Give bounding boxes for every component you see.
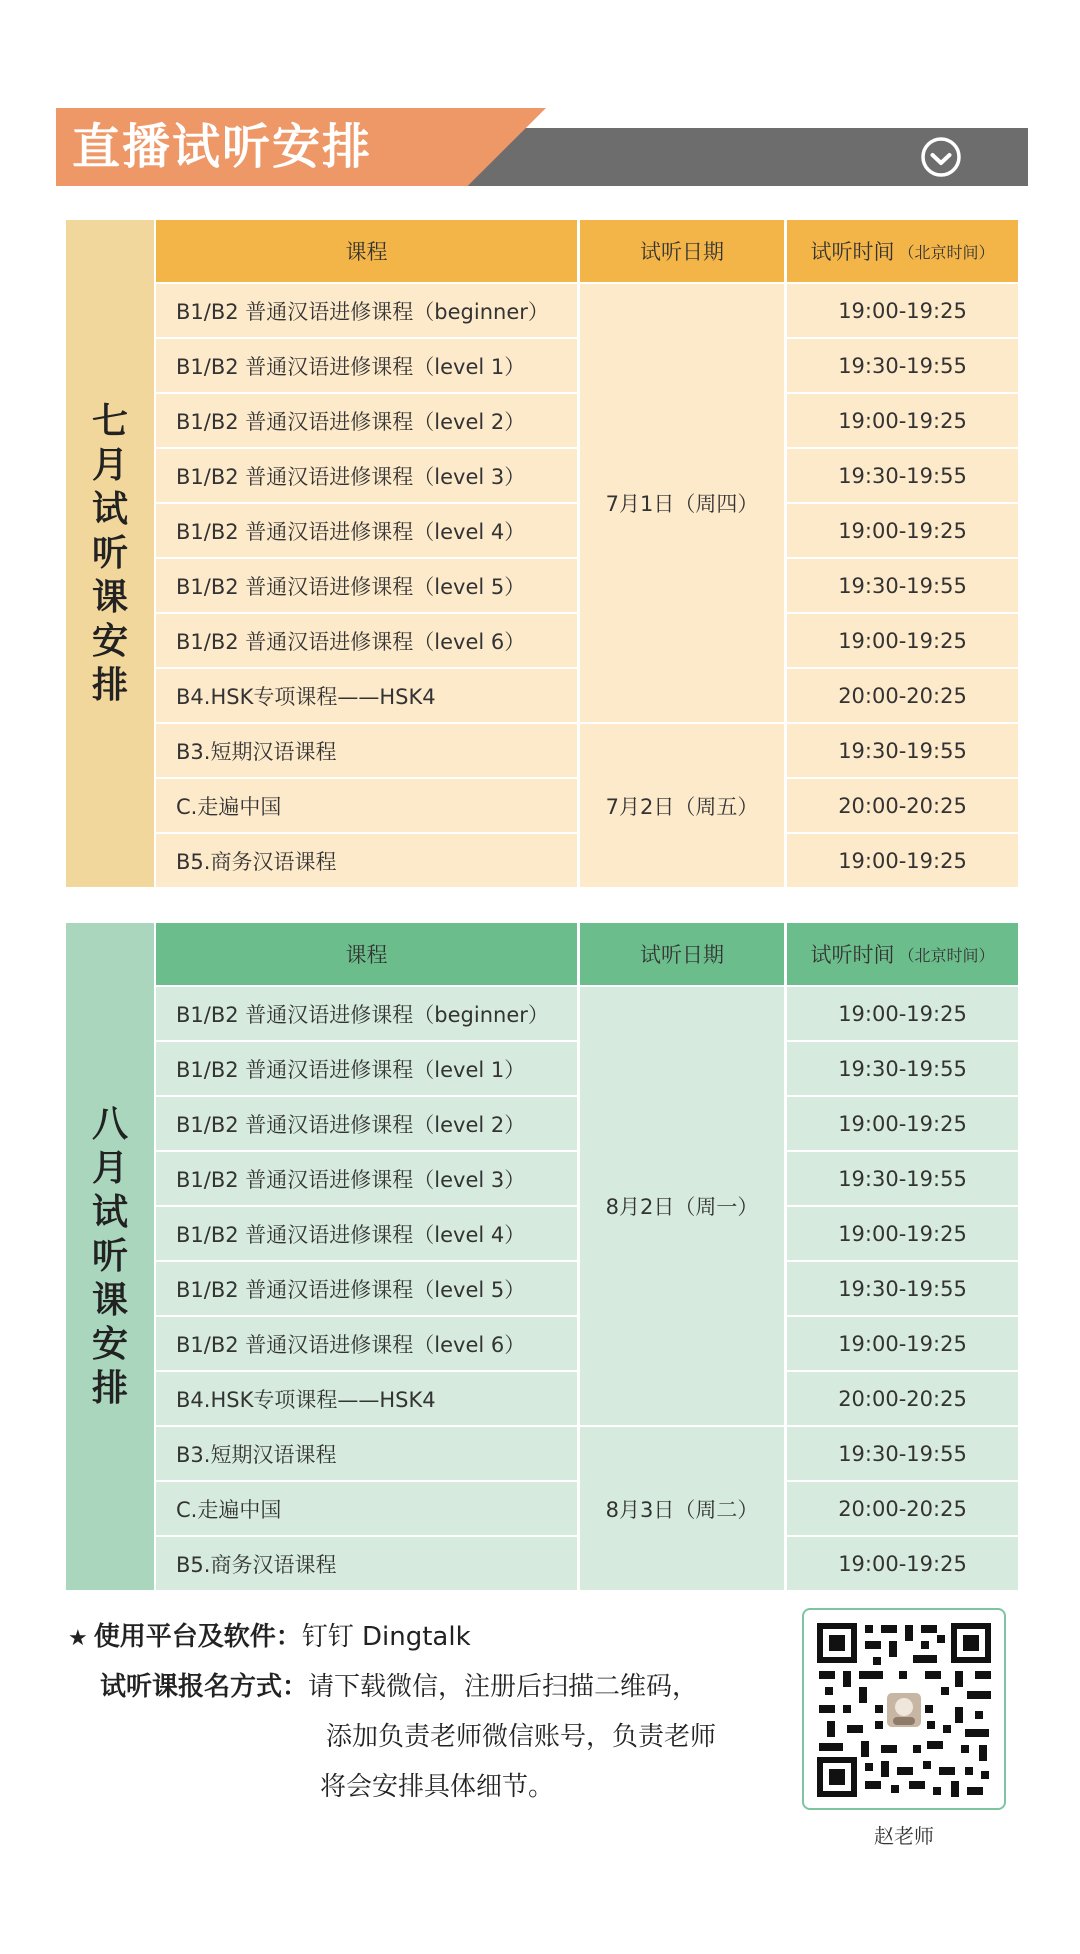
column-header-date: 试听日期 [580, 220, 784, 282]
time-cell: 19:00-19:25 [787, 284, 1018, 337]
check-circle-icon[interactable] [920, 136, 962, 178]
course-cell: B1/B2 普通汉语进修课程（level 6） [156, 1317, 577, 1370]
time-cell: 19:30-19:55 [787, 1042, 1018, 1095]
course-cell: B3.短期汉语课程 [156, 724, 577, 777]
time-cell: 19:30-19:55 [787, 449, 1018, 502]
qr-code-icon [815, 1621, 993, 1799]
time-cell: 19:00-19:25 [787, 394, 1018, 447]
time-cell: 19:30-19:55 [787, 1152, 1018, 1205]
column-header-time: 试听时间 （北京时间） [787, 923, 1018, 985]
july-side-label: 七 月 试 听 课 安 排 [66, 220, 154, 887]
course-cell: C.走遍中国 [156, 779, 577, 832]
course-cell: B1/B2 普通汉语进修课程（level 3） [156, 449, 577, 502]
date-cell: 8月2日（周一） [580, 987, 784, 1425]
course-cell: B1/B2 普通汉语进修课程（level 4） [156, 504, 577, 557]
platform-key: 使用平台及软件： [93, 1622, 302, 1652]
course-cell: B1/B2 普通汉语进修课程（level 1） [156, 339, 577, 392]
time-cell: 19:00-19:25 [787, 987, 1018, 1040]
time-cell: 19:00-19:25 [787, 1207, 1018, 1260]
column-header-time: 试听时间 （北京时间） [787, 220, 1018, 282]
course-cell: B1/B2 普通汉语进修课程（beginner） [156, 987, 577, 1040]
time-cell: 19:00-19:25 [787, 1537, 1018, 1590]
column-header-course: 课程 [156, 220, 577, 282]
signup-text-2: 添加负责老师微信账号，负责老师 [326, 1722, 717, 1752]
time-cell: 20:00-20:25 [787, 669, 1018, 722]
course-cell: B1/B2 普通汉语进修课程（level 6） [156, 614, 577, 667]
signup-text-3: 将会安排具体细节。 [320, 1772, 555, 1802]
time-cell: 20:00-20:25 [787, 779, 1018, 832]
course-cell: B4.HSK专项课程——HSK4 [156, 1372, 577, 1425]
course-cell: B1/B2 普通汉语进修课程（level 1） [156, 1042, 577, 1095]
qr-label: 赵老师 [874, 1824, 934, 1848]
page-title: 直播试听安排 [72, 119, 373, 175]
time-cell: 19:00-19:25 [787, 504, 1018, 557]
july-schedule-table [66, 220, 1018, 887]
august-schedule-table [66, 923, 1018, 1590]
time-cell: 19:00-19:25 [787, 614, 1018, 667]
course-cell: B1/B2 普通汉语进修课程（level 3） [156, 1152, 577, 1205]
date-cell: 7月2日（周五） [580, 724, 784, 887]
header-banner [56, 108, 1028, 186]
time-cell: 19:00-19:25 [787, 1097, 1018, 1150]
platform-value: 钉钉 Dingtalk [301, 1622, 471, 1652]
course-cell: B1/B2 普通汉语进修课程（level 5） [156, 559, 577, 612]
course-cell: C.走遍中国 [156, 1482, 577, 1535]
star-icon: ★ [68, 1626, 88, 1651]
date-cell: 7月1日（周四） [580, 284, 784, 722]
time-cell: 20:00-20:25 [787, 1482, 1018, 1535]
time-cell: 19:30-19:55 [787, 724, 1018, 777]
august-side-label: 八 月 试 听 课 安 排 [66, 923, 154, 1590]
time-cell: 19:30-19:55 [787, 339, 1018, 392]
column-header-course: 课程 [156, 923, 577, 985]
course-cell: B5.商务汉语课程 [156, 834, 577, 887]
course-cell: B1/B2 普通汉语进修课程（level 2） [156, 1097, 577, 1150]
time-cell: 19:00-19:25 [787, 1317, 1018, 1370]
time-cell: 19:30-19:55 [787, 1262, 1018, 1315]
course-cell: B1/B2 普通汉语进修课程（level 2） [156, 394, 577, 447]
course-cell: B3.短期汉语课程 [156, 1427, 577, 1480]
course-cell: B1/B2 普通汉语进修课程（level 5） [156, 1262, 577, 1315]
course-cell: B1/B2 普通汉语进修课程（beginner） [156, 284, 577, 337]
qr-code-card[interactable] [802, 1608, 1006, 1810]
signup-line-1 [100, 1666, 698, 1703]
signup-key: 试听课报名方式： [100, 1672, 309, 1702]
date-cell: 8月3日（周二） [580, 1427, 784, 1590]
platform-line [68, 1616, 471, 1653]
course-cell: B1/B2 普通汉语进修课程（level 4） [156, 1207, 577, 1260]
column-header-date: 试听日期 [580, 923, 784, 985]
course-cell: B4.HSK专项课程——HSK4 [156, 669, 577, 722]
time-cell: 19:30-19:55 [787, 559, 1018, 612]
time-cell: 19:30-19:55 [787, 1427, 1018, 1480]
signup-text-1: 请下载微信，注册后扫描二维码， [308, 1672, 699, 1702]
time-cell: 19:00-19:25 [787, 834, 1018, 887]
time-cell: 20:00-20:25 [787, 1372, 1018, 1425]
course-cell: B5.商务汉语课程 [156, 1537, 577, 1590]
